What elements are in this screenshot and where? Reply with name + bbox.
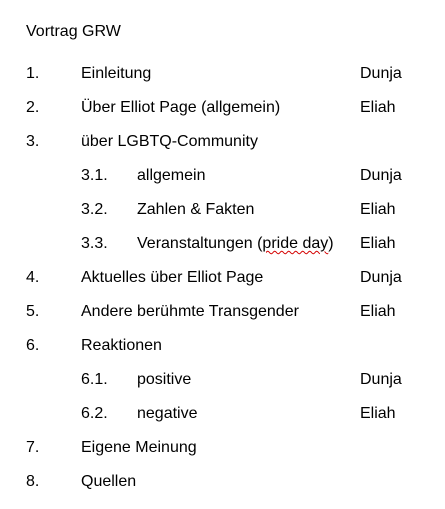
item-number: 6.2. (81, 405, 108, 422)
agenda-item-3 (0, 132, 445, 152)
item-label: Reaktionen (81, 337, 162, 354)
agenda-item-6-2 (0, 404, 445, 424)
agenda-item-3-3 (0, 234, 445, 254)
item-label: positive (137, 371, 192, 388)
item-presenter: Dunja (360, 269, 402, 286)
item-label: Einleitung (81, 65, 152, 82)
item-number: 6.1. (81, 371, 108, 388)
item-label: über LGBTQ-Community (81, 133, 258, 150)
item-number: 6. (26, 337, 40, 354)
agenda-item-8 (0, 472, 445, 492)
agenda-item-6 (0, 336, 445, 356)
item-label: Andere berühmte Transgender (81, 303, 299, 320)
item-presenter: Eliah (360, 201, 396, 218)
item-label: Zahlen & Fakten (137, 201, 255, 218)
agenda-item-1 (0, 64, 445, 84)
item-presenter: Eliah (360, 405, 396, 422)
item-label: Eigene Meinung (81, 439, 197, 456)
item-label-before: Veranstaltungen ( (137, 235, 263, 252)
agenda-item-6-1 (0, 370, 445, 390)
agenda-item-4 (0, 268, 445, 288)
item-number: 4. (26, 269, 40, 286)
item-label: Über Elliot Page (allgemein) (81, 99, 281, 116)
agenda-item-3-2 (0, 200, 445, 220)
item-presenter: Eliah (360, 99, 396, 116)
item-label-after: ) (328, 235, 334, 252)
item-number: 3.1. (81, 167, 108, 184)
item-number: 3.2. (81, 201, 108, 218)
spellcheck-flagged-text[interactable]: pride day (262, 235, 329, 252)
item-presenter: Dunja (360, 167, 402, 184)
item-number: 8. (26, 473, 40, 490)
item-label: Quellen (81, 473, 137, 490)
agenda-item-3-1 (0, 166, 445, 186)
item-number: 3.3. (81, 235, 108, 252)
item-presenter: Dunja (360, 65, 402, 82)
item-label (137, 234, 334, 254)
document-title: Vortrag GRW (26, 23, 121, 40)
item-number: 7. (26, 439, 40, 456)
item-presenter: Eliah (360, 235, 396, 252)
item-number: 5. (26, 303, 40, 320)
agenda-item-5 (0, 302, 445, 322)
item-label: Aktuelles über Elliot Page (81, 269, 264, 286)
item-label: allgemein (137, 167, 206, 184)
item-presenter: Eliah (360, 303, 396, 320)
item-number: 2. (26, 99, 40, 116)
item-label: negative (137, 405, 198, 422)
item-number: 3. (26, 133, 40, 150)
agenda-item-7 (0, 438, 445, 458)
agenda-item-2 (0, 98, 445, 118)
item-presenter: Dunja (360, 371, 402, 388)
item-number: 1. (26, 65, 40, 82)
